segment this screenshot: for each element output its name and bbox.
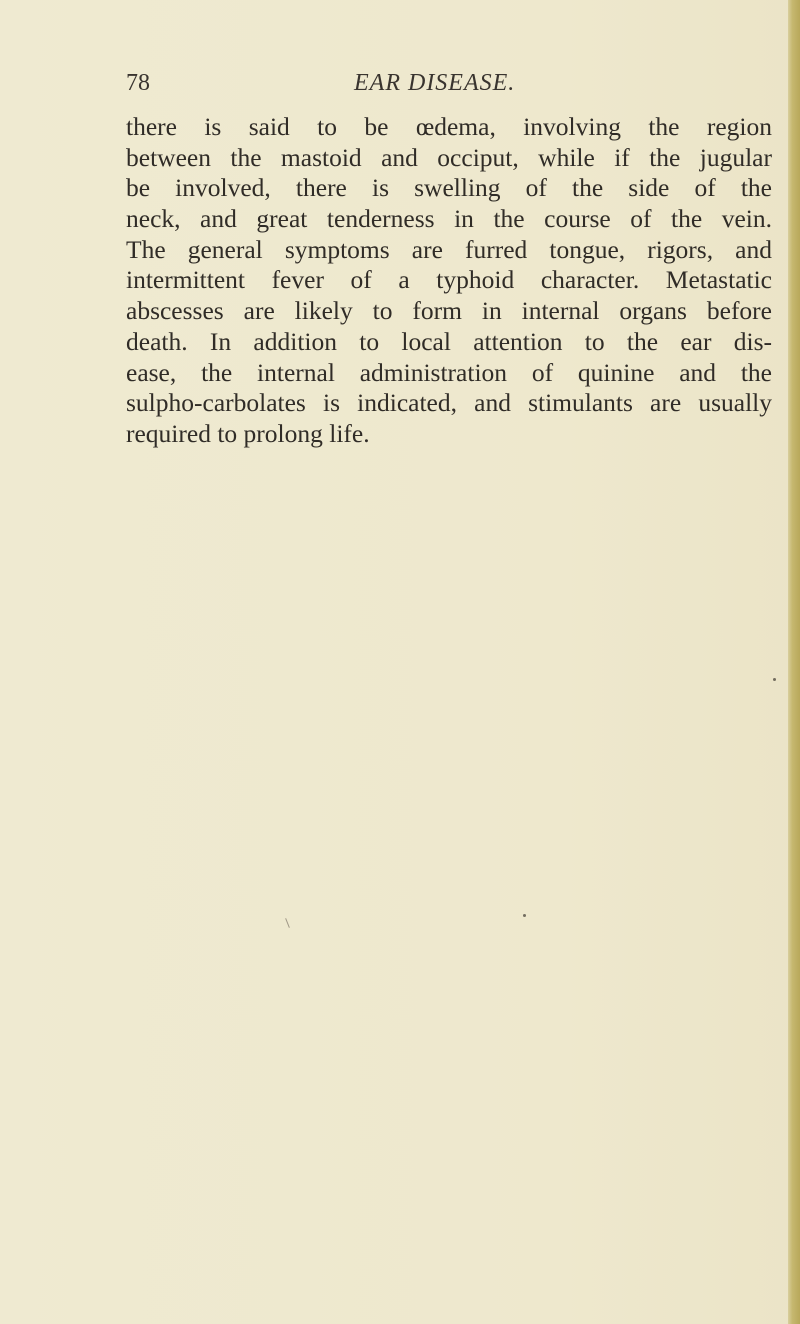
page-edge: [788, 0, 800, 1324]
text-line: neck, and great tenderness in the course of the vein.: [126, 204, 772, 234]
text-line: ease, the internal administration of quinine and the: [126, 357, 772, 387]
running-title: EAR DISEASE.: [354, 70, 516, 96]
text-line: required to prolong life.: [126, 418, 370, 448]
page-number: 78: [126, 70, 150, 96]
text-line: intermittent fever of a typhoid character. Metastatic: [126, 265, 772, 295]
text-line: be involved, there is swelling of the side of the: [126, 173, 772, 203]
text-line: sulpho-carbolates is indicated, and stimulants are usually: [126, 388, 772, 418]
page-header: [126, 66, 772, 100]
text-line: The general symptoms are furred tongue, rigors, and: [126, 234, 772, 264]
paper-mark: [285, 918, 290, 928]
text-line: death. In addition to local attention to the ear dis-: [126, 326, 772, 356]
ink-speck: [523, 914, 526, 917]
ink-speck: [773, 678, 776, 681]
text-line: abscesses are likely to form in internal organs before: [126, 296, 772, 326]
text-line: there is said to be œdema, involving the region: [126, 112, 772, 141]
text-line: between the mastoid and occiput, while if the jugular: [126, 142, 772, 172]
body-text: [126, 112, 772, 450]
